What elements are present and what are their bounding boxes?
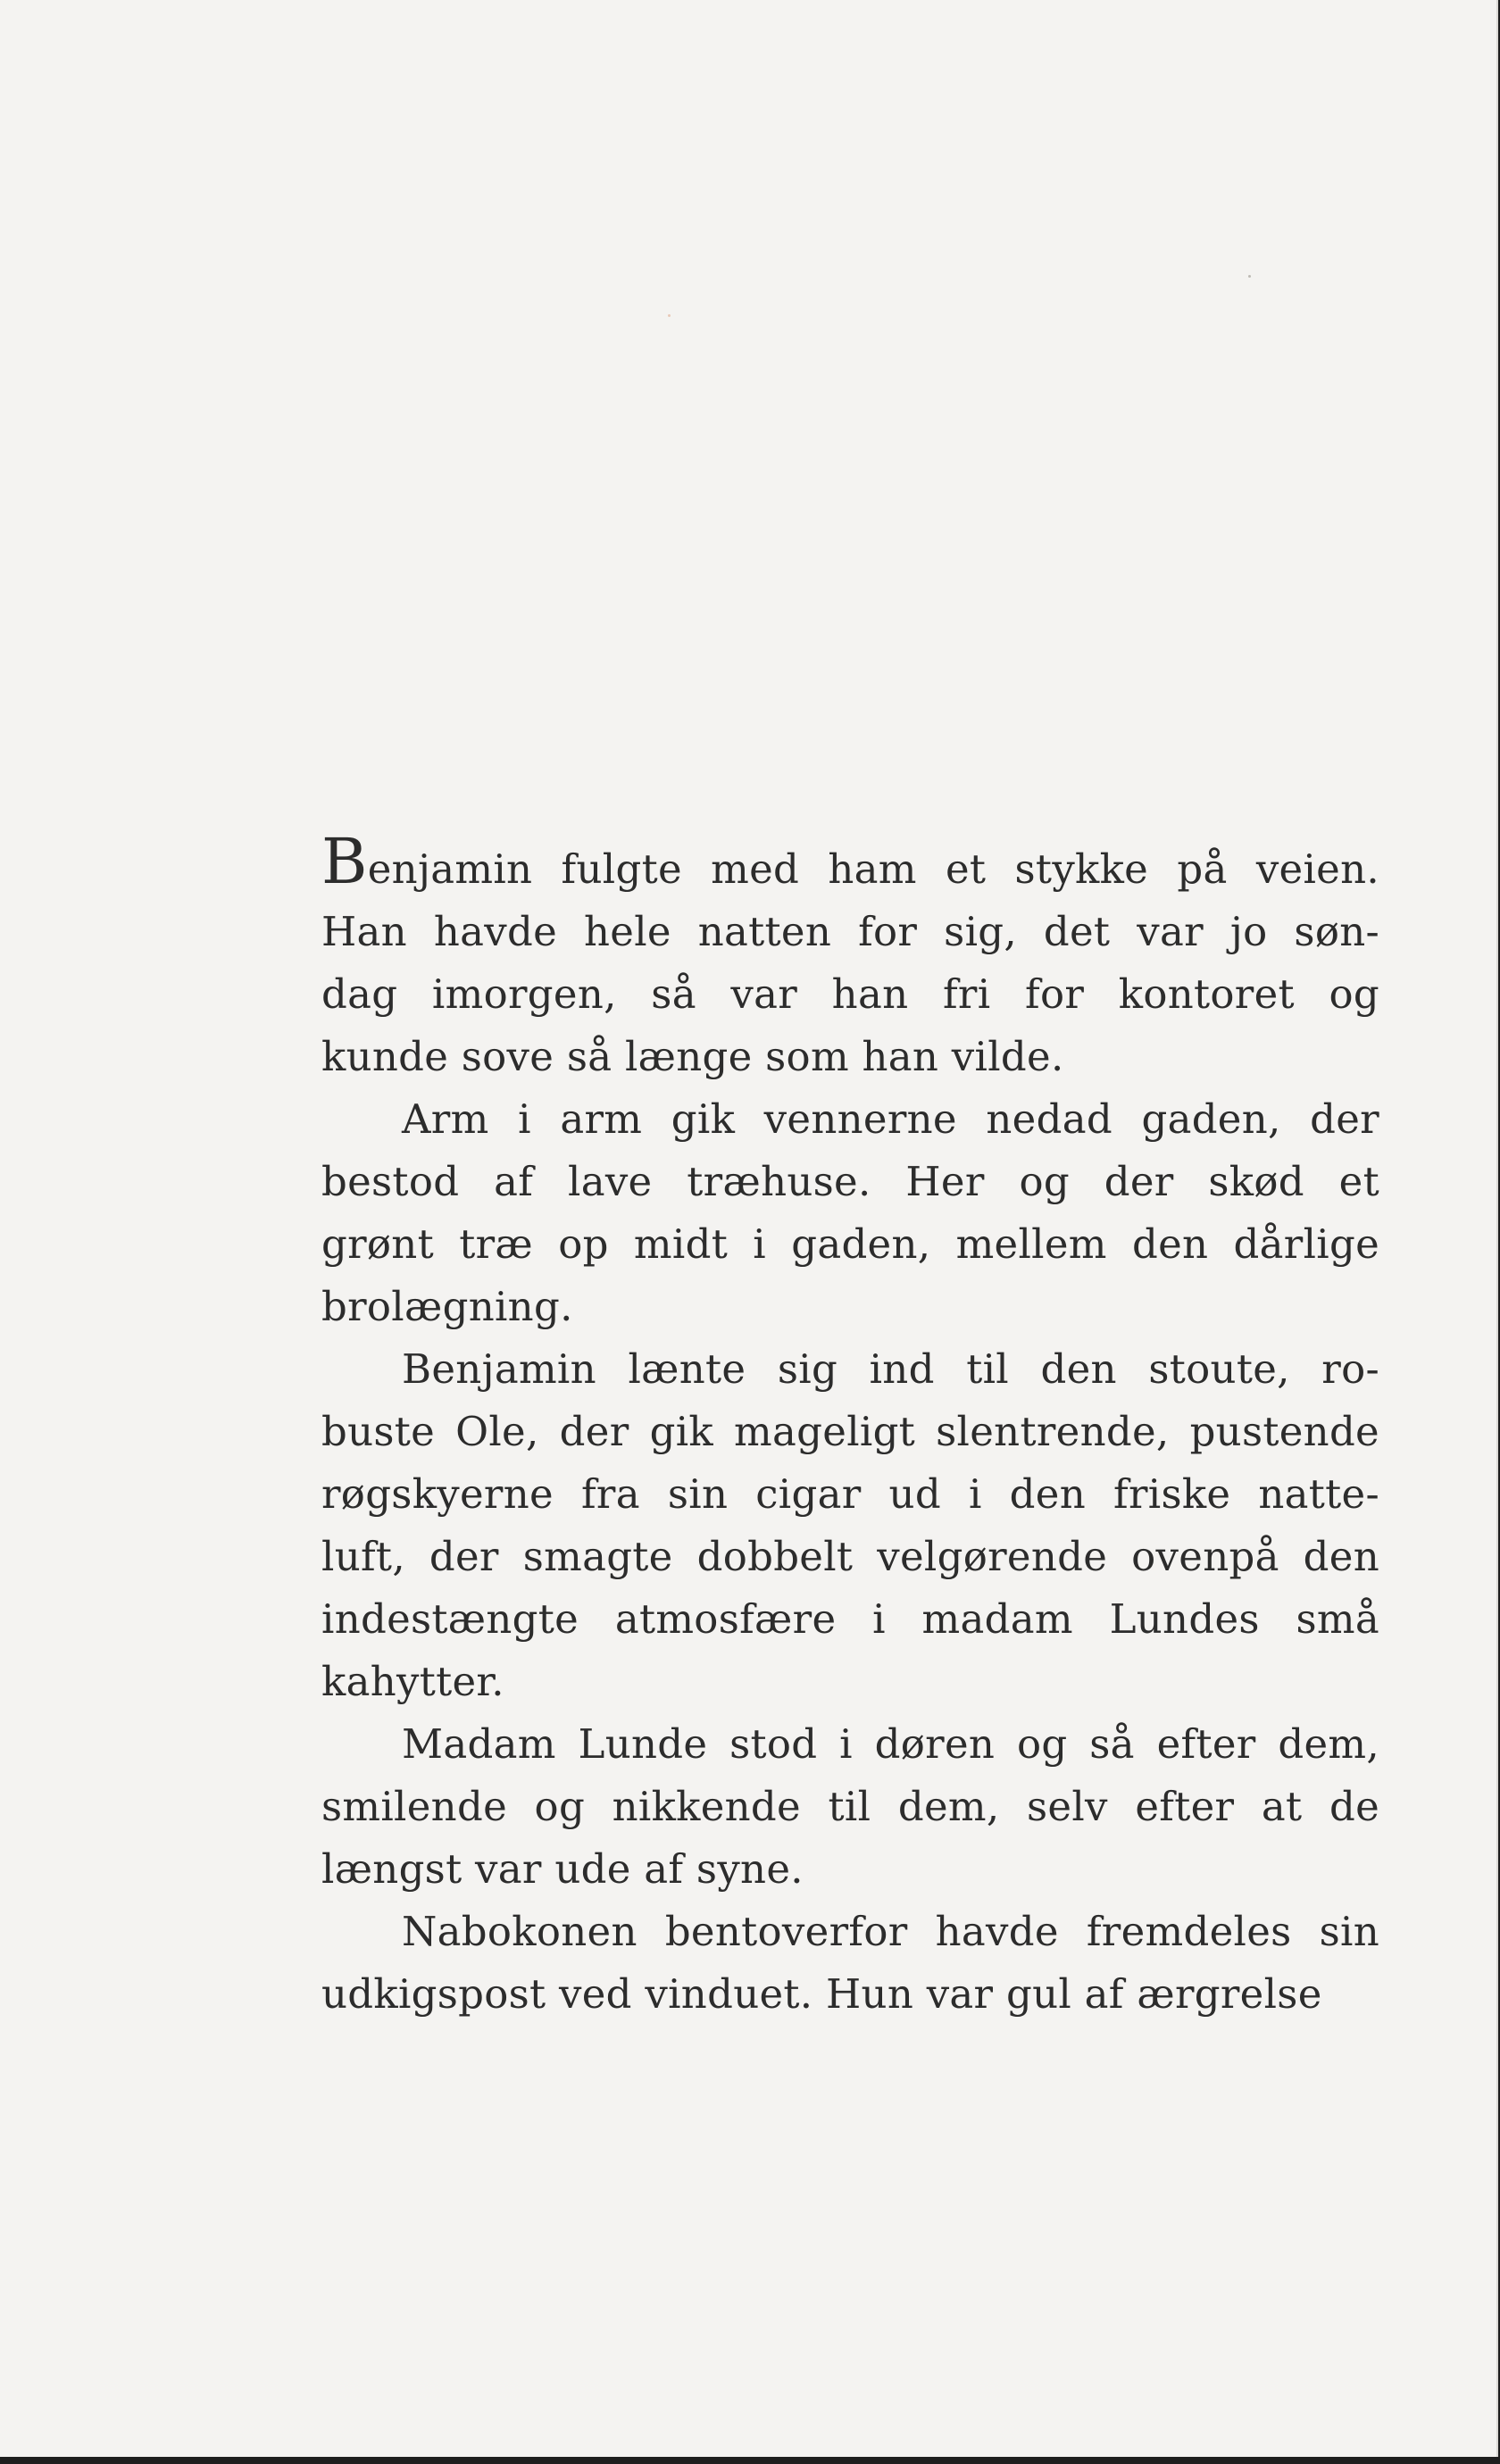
text-line: buste Ole, der gik mageligt slentrende, pustende: [321, 1408, 1379, 1455]
text-line: luft, der smagte dobbelt velgørende ovenpå den: [321, 1533, 1379, 1580]
text-line: Han havde hele natten for sig, det var jo søn-: [321, 908, 1379, 955]
text-line: røgskyerne fra sin cigar ud i den friske natte-: [321, 1470, 1379, 1518]
text-line: smilende og nikkende til dem, selv efter at de: [321, 1783, 1379, 1830]
text-line: brolægning.: [321, 1283, 573, 1330]
paragraph: [321, 825, 1379, 1088]
text-line: bestod af lave træhuse. Her og der skød et: [321, 1158, 1379, 1205]
text-line: Benjamin lænte sig ind til den stoute, ro-: [402, 1345, 1379, 1393]
body-text: [321, 825, 1379, 2026]
text-line: udkigspost ved vinduet. Hun var gul af ærgrelse: [321, 1970, 1322, 2018]
paper-speck: [1248, 275, 1251, 278]
paragraph: [321, 1901, 1379, 2026]
paper-speck: [668, 314, 671, 317]
paragraph: [321, 1713, 1379, 1901]
paragraph: [321, 1338, 1379, 1713]
text-line: Nabokonen bentoverfor havde fremdeles sin: [402, 1908, 1379, 1955]
text-line: dag imorgen, så var han fri for kontoret og: [321, 970, 1379, 1018]
text-line: grønt træ op midt i gaden, mellem den dårlige: [321, 1220, 1379, 1268]
initial-letter: B: [321, 825, 368, 898]
text-line: længst var ude af syne.: [321, 1845, 804, 1893]
text-line: Madam Lunde stod i døren og så efter dem,: [402, 1720, 1379, 1768]
paragraph: [321, 1088, 1379, 1338]
text-line: Benjamin fulgte med ham et stykke på veien.: [321, 825, 1379, 898]
text-line: kahytter.: [321, 1658, 504, 1705]
text-line: indestængte atmosfære i madam Lundes små: [321, 1595, 1379, 1643]
text-line: kunde sove så længe som han vilde.: [321, 1033, 1064, 1080]
text-line: Arm i arm gik vennerne nedad gaden, der: [402, 1095, 1379, 1143]
